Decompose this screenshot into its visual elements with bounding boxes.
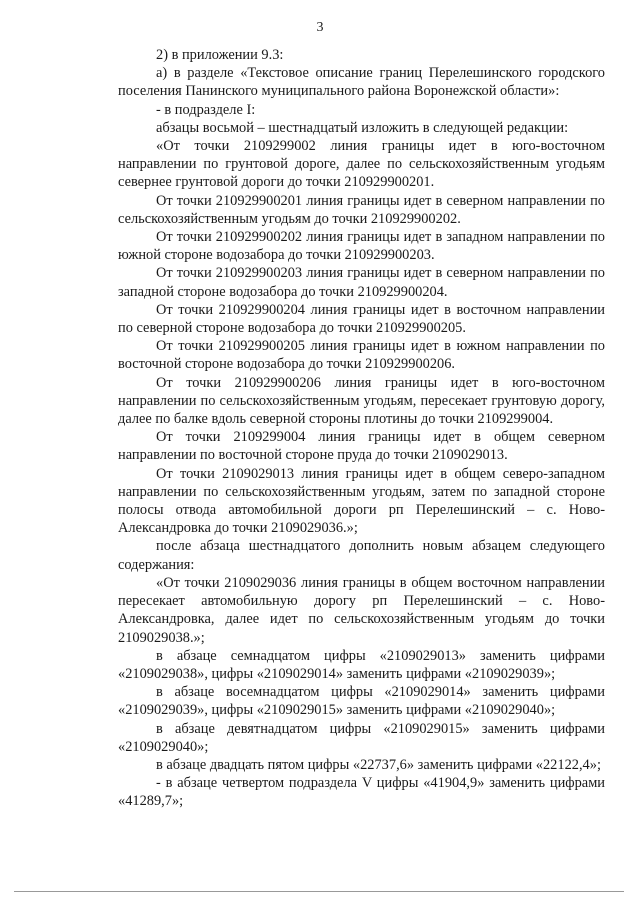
paragraph: - в абзаце четвертом подраздела V цифры «41904,9» заменить цифрами «41289,7»; bbox=[118, 775, 605, 810]
paragraph: 2) в приложении 9.3: bbox=[156, 47, 284, 63]
paragraph: От точки 210929900204 линия границы идет в восточном направлении по северной стороне водозабора до точки 210929900205. bbox=[118, 301, 605, 337]
paragraph: От точки 2109299004 линия границы идет в общем северном направлении по восточной стороне пруда до точки 2109029013. bbox=[118, 429, 605, 464]
paragraph: в абзаце двадцать пятом цифры «22737,6» заменить цифрами «22122,4»; bbox=[156, 756, 601, 773]
paragraph: в абзаце семнадцатом цифры «2109029013» заменить цифрами «2109029038», цифры «2109029014» заменить цифрами «2109029039»; bbox=[118, 647, 605, 682]
page-number: 3 bbox=[316, 20, 324, 35]
paragraph: в абзаце восемнадцатом цифры «2109029014» заменить цифрами «2109029039», цифры «2109029015» заменить цифрами «2109029040»; bbox=[118, 684, 605, 719]
paragraph: От точки 210929900202 линия границы идет в западном направлении по южной стороне водозабора до точки 210929900203. bbox=[118, 229, 605, 264]
paragraph: в абзаце девятнадцатом цифры «2109029015» заменить цифрами «2109029040»; bbox=[118, 720, 605, 755]
paragraph: «От точки 2109299002 линия границы идет в юго-восточном направлении по грунтовой дороге, далее по сельскохозяйственным угодьям севернее грунтовой дороги до точки 210929900201. bbox=[118, 138, 605, 191]
paragraph: «От точки 2109029036 линия границы в общем восточном направлении пересекает автомобильную дорогу рп Перелешинский – с. Ново-Александровка, далее идет по сельскохозяйственным угодьям до точки 2109029038.»; bbox=[118, 574, 605, 646]
paragraph: абзацы восьмой – шестнадцатый изложить в следующей редакции: bbox=[156, 119, 569, 136]
paragraph: От точки 210929900205 линия границы идет в южном направлении по восточной стороне водозабора до точки 210929900206. bbox=[118, 338, 605, 373]
paragraph: От точки 2109029013 линия границы идет в общем северо-западном направлении по сельскохозяйственным угодьям, затем по западной стороне полосы отвода автомобильной дороги рп Перелешинский – с. Ново-Александровка до точки 2109029036.»; bbox=[118, 465, 605, 537]
document-body bbox=[118, 46, 605, 811]
paragraph: От точки 210929900203 линия границы идет в северном направлении по западной стороне водозабора до точки 210929900204. bbox=[118, 265, 605, 300]
paragraph: после абзаца шестнадцатого дополнить новым абзацем следующего содержания: bbox=[118, 538, 605, 573]
paragraph: - в подразделе I: bbox=[156, 101, 256, 118]
paragraph: От точки 210929900206 линия границы идет в юго-восточном направлении по сельскохозяйственным угодьям, пересекает грунтовую дорогу, далее по балке вдоль северной стороны плотины до точки 2109299004. bbox=[118, 374, 605, 428]
paragraph: а) в разделе «Текстовое описание границ Перелешинского городского поселения Панинского муниципального района Воронежской области»: bbox=[118, 65, 605, 100]
footer-rule bbox=[14, 891, 624, 892]
paragraph: От точки 210929900201 линия границы идет в северном направлении по сельскохозяйственным угодьям до точки 210929900202. bbox=[118, 192, 605, 227]
